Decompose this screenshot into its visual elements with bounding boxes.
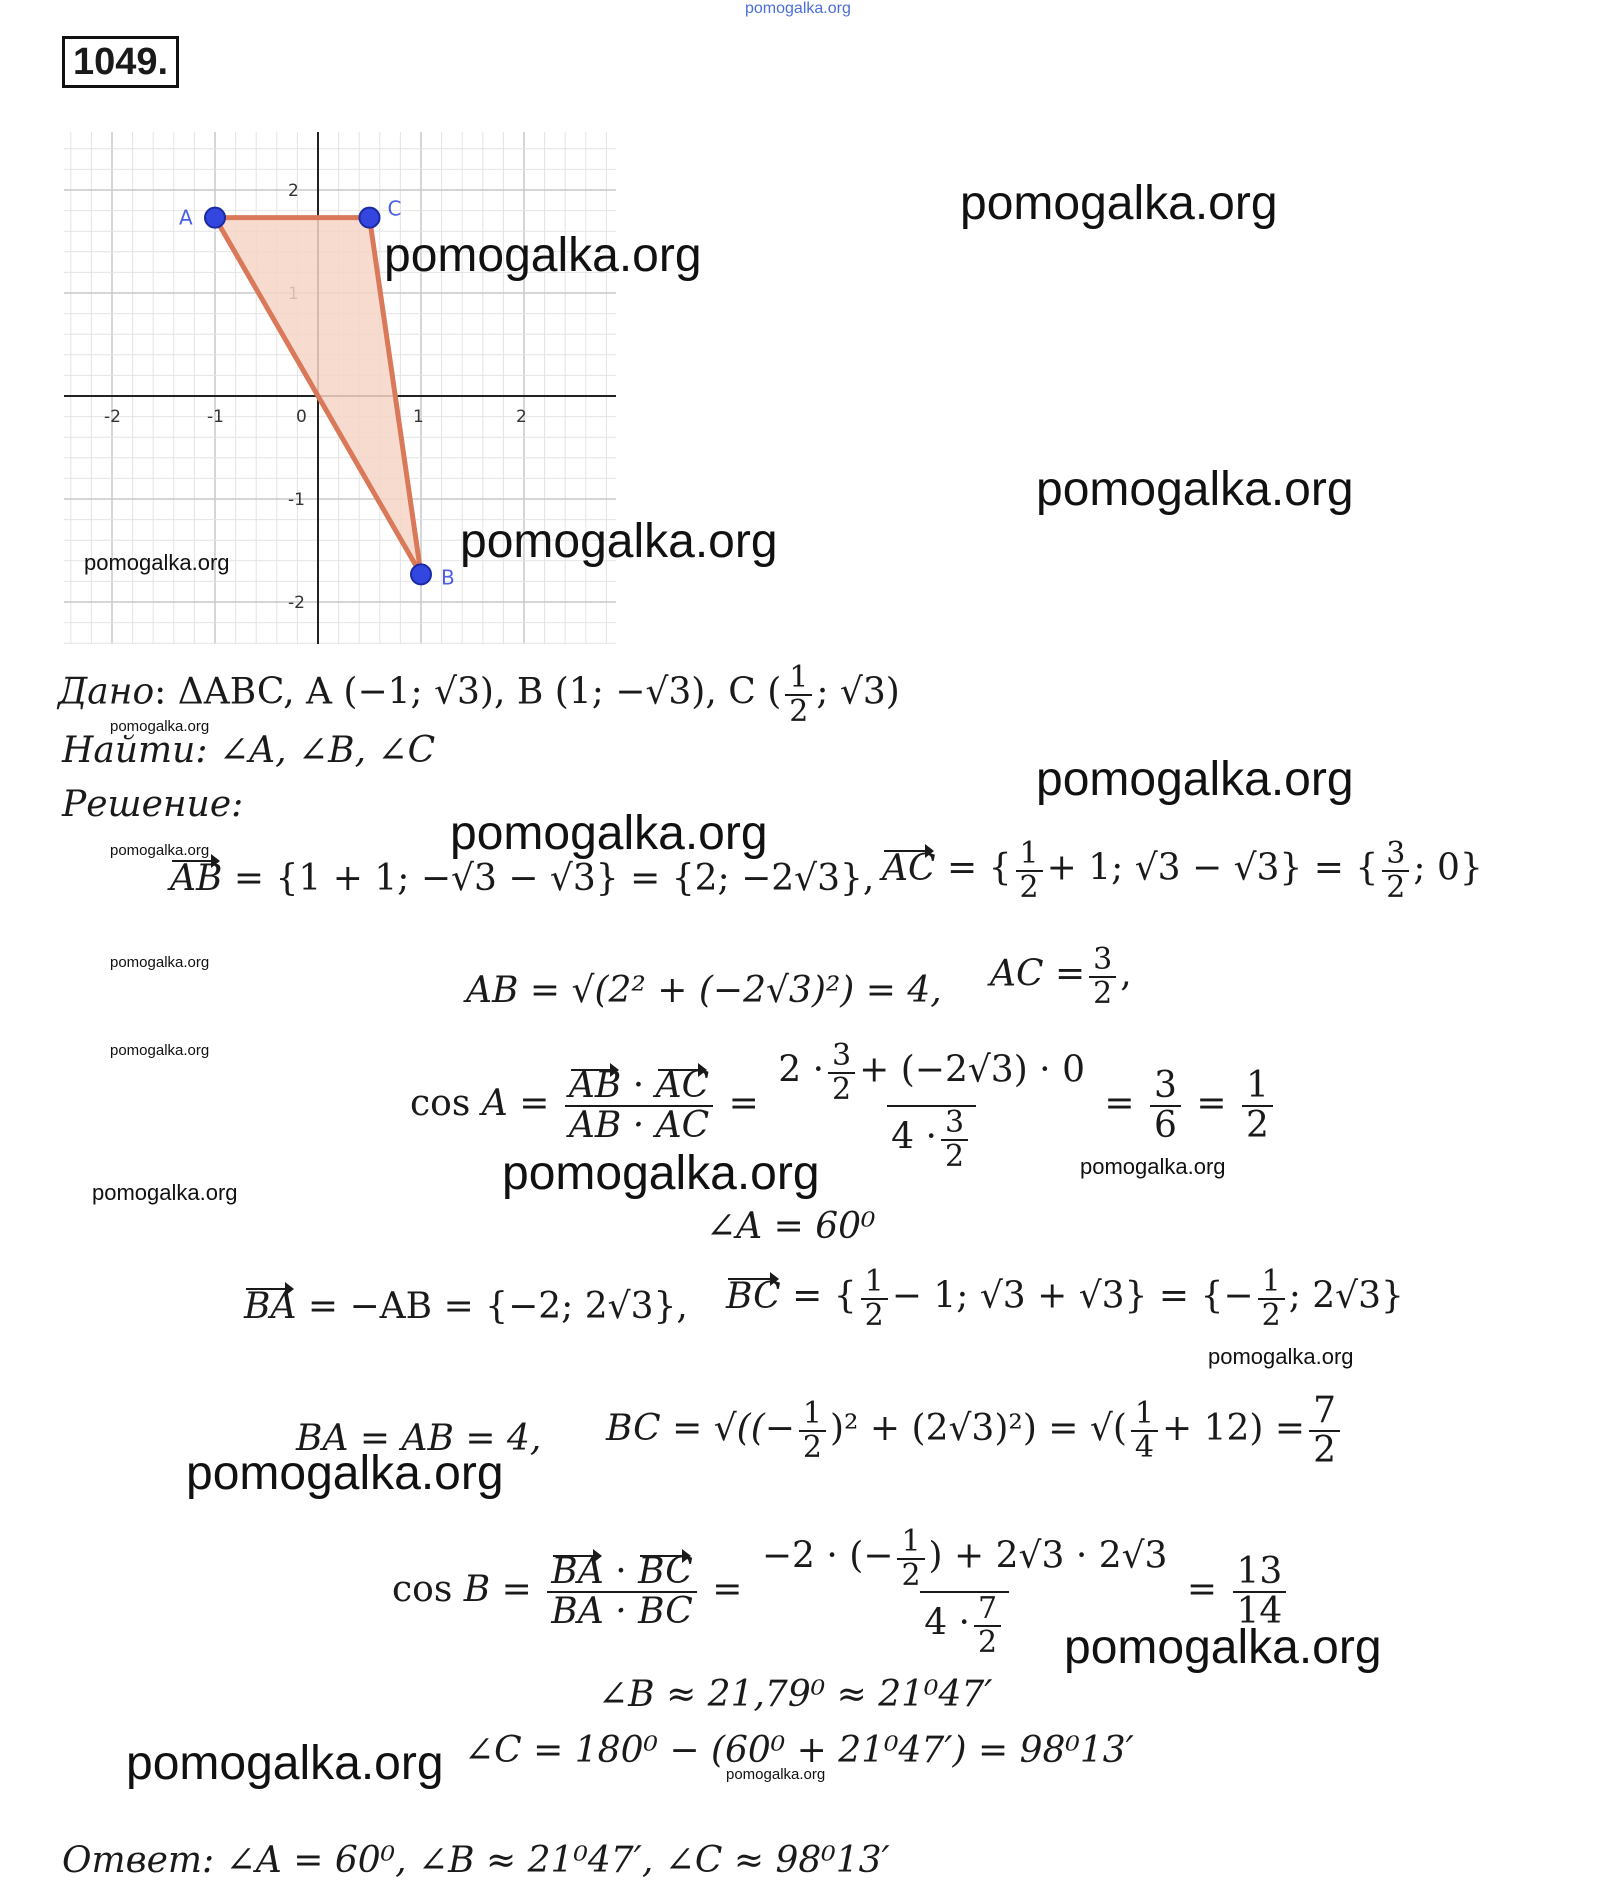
watermark: pomogalka.org [1208, 1344, 1354, 1369]
watermark: pomogalka.org [960, 177, 1278, 230]
find-line [62, 730, 435, 771]
watermark: pomogalka.org [384, 229, 702, 282]
point-b [411, 564, 431, 584]
watermark: pomogalka.org [1036, 753, 1354, 806]
ac-vector-line: AC = { $\frac{1}{2}$ + 1; √3 − √3} = { $\frac{3}{2}$ ; 0} [882, 836, 1483, 905]
watermark: pomogalka.org [460, 515, 778, 568]
x-tick-label: -1 [207, 407, 224, 427]
angle-c-result: ∠C = 180⁰ − (60⁰ + 21⁰47′) = 98⁰13′ [464, 1730, 1134, 1771]
x-tick-label: 1 [413, 407, 424, 427]
watermark: pomogalka.org [450, 807, 768, 860]
watermark: pomogalka.org [126, 1737, 444, 1790]
watermark: pomogalka.org [726, 1766, 826, 1783]
y-tick-label: -2 [288, 593, 305, 613]
ab-vector-line: AB = {1 + 1; −√3 − √3} = {2; −2√3}, [170, 858, 875, 899]
watermark: pomogalka.org [1080, 1154, 1226, 1179]
point-label-a: A [179, 205, 193, 230]
ba-vector-line: BA = −AB = {−2; 2√3}, [244, 1286, 688, 1327]
bc-length-line: BC = √((− $\frac{1}{2}$ )² + (2√3)²) = √( $\frac{1}{4}$ + 12) = $\frac{7}{2}$ [606, 1392, 1344, 1470]
watermark: pomogalka.org [84, 550, 230, 575]
find-label: Найти [62, 730, 196, 771]
find-text: : ∠A, ∠B, ∠C [195, 730, 436, 771]
given-text: : ΔABC, A (−1; √3), B (1; −√3), C ( [154, 671, 782, 713]
watermark: pomogalka.org [92, 1180, 238, 1205]
watermark: pomogalka.org [1036, 463, 1354, 516]
solution-label: Решение: [62, 784, 244, 825]
watermark-top: pomogalka.org [745, 0, 851, 17]
answer-label: Ответ [62, 1840, 203, 1881]
fraction: $\frac{1}{2}$ [785, 662, 812, 727]
point-label-c: C [387, 196, 402, 221]
ab-length: AB = √(2² + (−2√3)²) = 4, [466, 970, 942, 1011]
y-tick-label: 2 [288, 181, 299, 201]
watermark: pomogalka.org [1064, 1621, 1382, 1674]
watermark: pomogalka.org [110, 718, 210, 735]
bc-vector-line: BC = { $\frac{1}{2}$ − 1; √3 + √3} = {− $\frac{1}{2}$ ; 2√3} [726, 1264, 1404, 1333]
ac-length-line: AC = $\frac{3}{2}$ , [990, 942, 1132, 1011]
given-tail: ; √3) [816, 671, 900, 713]
x-tick-label: -2 [104, 407, 121, 427]
cos-a-line: cos A = $\frac{AB \cdot AC}{AB \cdot AC}$ = 2 · $\frac{3}{2}$ + (−2√3) · 0 4 · $\frac{3}{2}$ = $\frac{3}{6}$ = $\frac{1}{2}$ [410, 1040, 1277, 1172]
point-label-b: B [441, 565, 455, 590]
answer-line [62, 1840, 890, 1881]
x-tick-label: 0 [296, 407, 307, 427]
watermark: pomogalka.org [110, 842, 210, 859]
problem-number: 1049. [62, 36, 179, 88]
angle-a-result: ∠A = 60⁰ [706, 1206, 876, 1247]
watermark: pomogalka.org [110, 954, 210, 971]
point-a [205, 208, 225, 228]
watermark: pomogalka.org [186, 1447, 504, 1500]
cos-b-line: cos B = $\frac{BA \cdot BC}{BA \cdot BC}$ = −2 · (− $\frac{1}{2}$ ) + 2√3 · 2√3 4 · $\frac{7}{2}$ = $\frac{13}{14}$ [392, 1526, 1290, 1658]
answer-text: : ∠A = 60⁰, ∠B ≈ 21⁰47′, ∠C ≈ 98⁰13′ [202, 1840, 890, 1881]
angle-b-result: ∠B ≈ 21,79⁰ ≈ 21⁰47′ [598, 1674, 993, 1715]
watermark: pomogalka.org [110, 1042, 210, 1059]
ab-vector-value: {1 + 1; −√3 − √3} = {2; −2√3}, [275, 858, 875, 899]
ba-length: BA = AB = 4, [296, 1418, 542, 1459]
x-tick-label: 2 [516, 407, 527, 427]
watermark: pomogalka.org [502, 1147, 820, 1200]
y-tick-label: -1 [288, 490, 305, 510]
given-label: Дано [58, 671, 155, 713]
point-c [360, 208, 380, 228]
